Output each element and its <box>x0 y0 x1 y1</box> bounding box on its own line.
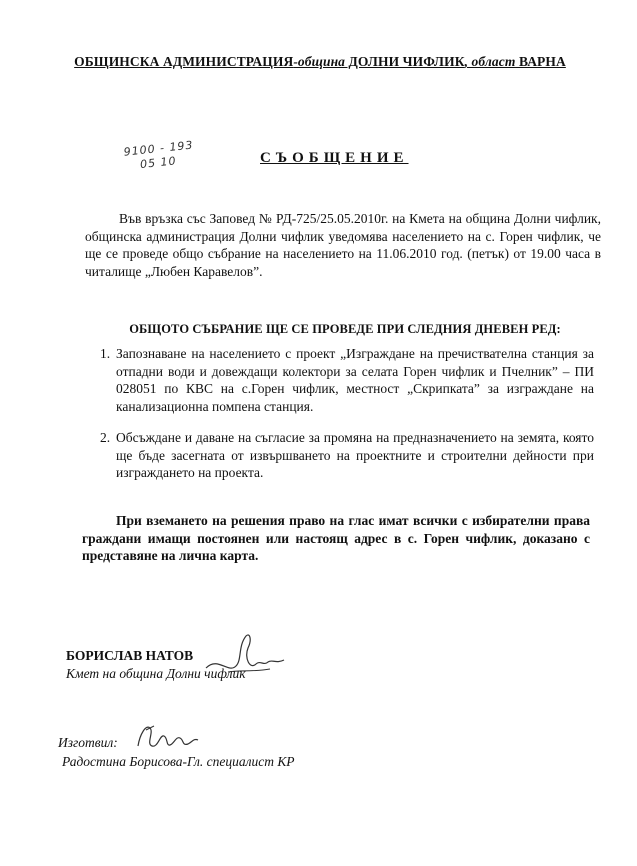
header-part1: ОБЩИНСКА АДМИНИСТРАЦИЯ <box>74 54 294 69</box>
preparer-name: Радостина Борисова-Гл. специалист КР <box>62 754 295 769</box>
handnote-line1: 9100 - 193 <box>123 138 195 159</box>
agenda-item-text: Запознаване на населението с проект „Изграждане на пречиствателна станция за отпадни води и довеждащи колектори за селата Горен чифлик и Пчелник” – ПИ 028051 по КВС на с.Горен чифлик, местност „Скрипката” за изграждане на канализационна помпена станция. <box>116 346 594 414</box>
header-part5: ВАРНА <box>515 54 566 69</box>
document-header <box>40 54 600 70</box>
preparer-signature <box>132 716 202 756</box>
agenda-heading: ОБЩОТО СЪБРАНИЕ ЩЕ СЕ ПРОВЕДЕ ПРИ СЛЕДНИЯ ДНЕВЕН РЕД: <box>129 322 561 336</box>
signer-role: Кмет на община Долни чифлик <box>66 666 246 681</box>
voting-rights-paragraph: При вземането на решения право на глас имат всички с избирателни права граждани имащи постоянен или настоящ адрес в с. Горен чифлик, доказано с представяне на лична карта. <box>82 513 590 563</box>
agenda-item <box>100 345 594 415</box>
handwritten-registration-note <box>83 134 236 189</box>
agenda-item-number: 1. <box>100 346 111 361</box>
header-part2: -община <box>293 54 346 69</box>
agenda-item-text: Обсъждане и даване на съгласие за промяна на предназначението на земята, която ще бъде засегната от извършването на проектните и строителни дейности при изграждането на проекта. <box>116 430 594 480</box>
intro-paragraph: Във връзка със Заповед № РД-725/25.05.2010г. на Кмета на община Долни чифлик, общинска администрация Долни чифлик уведомява населението на с. Горен чифлик, че ще се проведе общо събрание на населението на 11.06.2010 год. (петък) от 19.00 часа в читалище „Любен Каравелов”. <box>85 211 601 279</box>
document-title: СЪОБЩЕНИЕ <box>260 150 409 166</box>
header-part4: , област <box>464 54 516 69</box>
prepared-by-label: Изготвил: <box>58 735 118 750</box>
agenda-item-number: 2. <box>100 430 111 445</box>
agenda-list <box>100 345 594 496</box>
header-part3: ДОЛНИ ЧИФЛИК <box>345 54 465 69</box>
agenda-item <box>100 429 594 482</box>
signer-name: БОРИСЛАВ НАТОВ <box>66 648 194 663</box>
handnote-line2: 05 10 <box>139 154 178 172</box>
